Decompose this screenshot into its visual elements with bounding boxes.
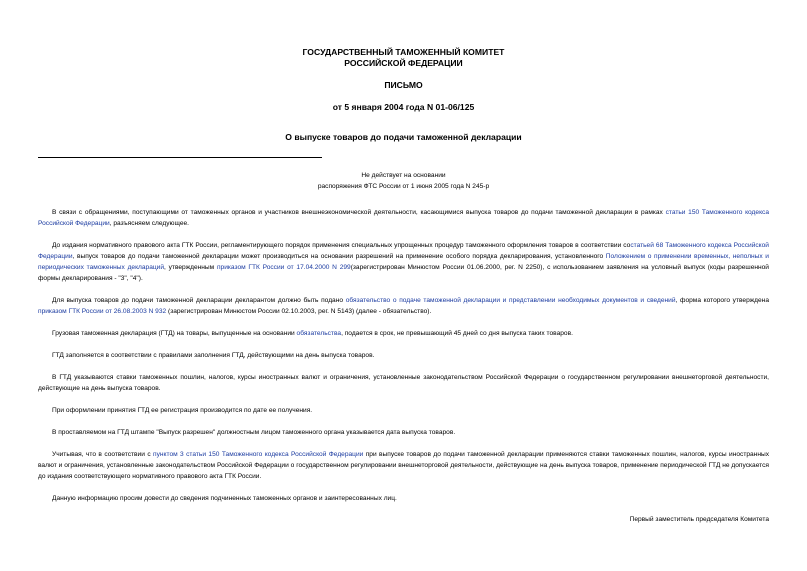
link-order-932[interactable]: приказом ГТК России от 26.08.2003 N 932	[38, 308, 167, 315]
status-note	[0, 170, 807, 192]
paragraph-5: ГТД заполняется в соответствии с правилами заполнения ГТД, действующими на день выпуска товаров.	[52, 352, 375, 359]
org-name-line1: ГОСУДАРСТВЕННЫЙ ТАМОЖЕННЫЙ КОМИТЕТ	[302, 47, 505, 57]
paragraph-1	[38, 207, 769, 229]
status-note-line2: распоряжения ФТС России от 1 июня 2005 года N 245-р	[317, 183, 490, 190]
paragraph-text: , утвержденным	[164, 264, 217, 271]
paragraph-text: при выпуске товаров до подачи таможенной декларации применяются ставки таможенных пошлин, налогов, курсы иностранных валют и ограничения, установленные законодательством Российской Федерации о государственном регулировании внешнеторговой деятельности, действующие на день выпуска товаров, применение периодической ГТД не допускается до издания соответствующего нормативного правового акта ГТК России.	[38, 451, 769, 480]
document-body	[38, 207, 769, 515]
link-regulation[interactable]: Положением о применении временных, неполных и периодических таможенных деклараций	[38, 253, 769, 271]
document-type: ПИСЬМО	[384, 80, 423, 90]
paragraph-text: В связи с обращениями, поступающими от таможенных органов и участников внешнеэкономической деятельности, касающимися выпуска товаров до подачи таможенной декларации в рамках	[52, 209, 666, 216]
link-clause-3-article-150[interactable]: пунктом 3 статьи 150 Таможенного кодекса Российской Федерации	[153, 451, 364, 458]
paragraph-text: (зарегистрирован Минюстом России 02.10.2003, рег. N 5143) (далее - обязательство).	[166, 308, 432, 315]
document-date: от 5 января 2004 года N 01-06/125	[332, 102, 475, 112]
status-note-line1: Не действует на основании	[361, 172, 446, 179]
paragraph-text: , форма которого утверждена	[675, 297, 769, 304]
org-name-line2: РОССИЙСКОЙ ФЕДЕРАЦИИ	[344, 58, 463, 68]
link-obligation-form[interactable]: обязательство о подаче таможенной декларации и представлении необходимых документов и сведений	[345, 297, 676, 304]
paragraph-text: (зарегистрирован Минюстом России 01.06.2000, рег. N 2250), с использованием заявления на условный выпуск (коды разрешенной формы декларирования - "3", "4").	[38, 264, 769, 282]
link-article-68[interactable]: статьей 68 Таможенного кодекса Российской Федерации	[38, 242, 769, 260]
signature: Первый заместитель председателя Комитета	[629, 516, 769, 523]
paragraph-text: Грузовая таможенная декларация (ГТД) на товары, выпущенные на основании	[52, 330, 297, 337]
paragraph-9	[38, 449, 769, 482]
paragraph-text: Для выпуска товаров до подачи таможенной декларации декларантом должно быть подано	[52, 297, 346, 304]
paragraph-text: , подается в срок, не превышающий 45 дней со дня выпуска таких товаров.	[341, 330, 573, 337]
paragraph-text: , разъясняем следующее.	[109, 220, 190, 227]
divider	[38, 157, 322, 158]
paragraph-6: В ГТД указываются ставки таможенных пошлин, налогов, курсы иностранных валют и ограничения, установленные законодательством Российской Федерации о государственном регулировании внешнеторговой деятельности, действующие на день выпуска товаров.	[38, 374, 769, 392]
link-order-299[interactable]: приказом ГТК России от 17.04.2000 N 299	[216, 264, 351, 271]
paragraph-2	[38, 240, 769, 284]
paragraph-text: , выпуск товаров до подачи таможенной декларации может производиться на основании разрешений на применение особого порядка декларирования, установленного	[72, 253, 606, 260]
paragraph-10: Данную информацию просим довести до сведения подчиненных таможенных органов и заинтересованных лиц.	[52, 495, 397, 502]
paragraph-3	[38, 295, 769, 317]
document-header	[0, 47, 807, 113]
link-article-150[interactable]: статьи 150 Таможенного кодекса Российской Федерации	[38, 209, 769, 227]
paragraph-text: До издания нормативного правового акта ГТК России, регламентирующего порядок применения специальных упрощенных процедур таможенного оформления товаров в соответствии со	[52, 242, 631, 249]
paragraph-text: Учитывая, что в соответствии с	[52, 451, 154, 458]
paragraph-8: В проставляемом на ГТД штампе "Выпуск разрешен" должностным лицом таможенного органа указывается дата выпуска товаров.	[52, 429, 456, 436]
paragraph-4	[38, 328, 769, 339]
document-subject: О выпуске товаров до подачи таможенной декларации	[285, 132, 522, 142]
paragraph-7: При оформлении принятия ГТД ее регистрация производится по дате ее получения.	[52, 407, 313, 414]
link-obligation[interactable]: обязательства	[296, 330, 342, 337]
